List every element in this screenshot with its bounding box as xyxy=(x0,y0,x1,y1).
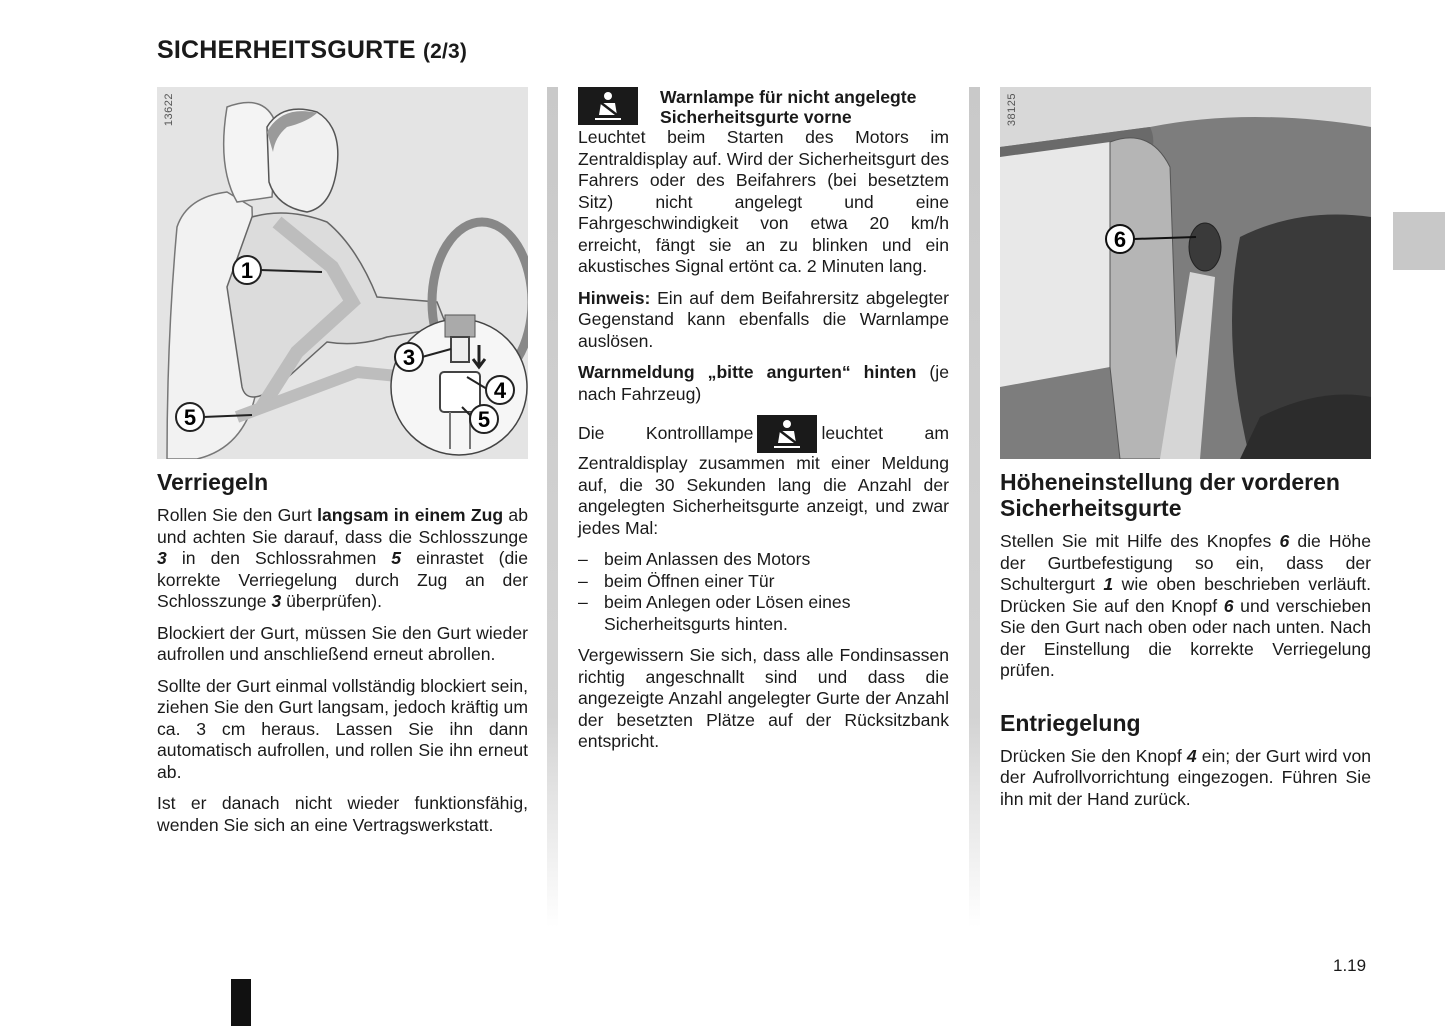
paragraph-verriegeln-1: Rollen Sie den Gurt langsam in einem Zug ab und achten Sie darauf, dass die Schlosszunge 3 in den Schlossrahmen 5 einrastet (die korrekte Verriegelung durch Zug an der Schlosszunge 3 überprüfen). xyxy=(157,505,529,611)
list-item: – beim Anlegen oder Lösen eines Sicherheitsgurts hinten. xyxy=(578,592,949,635)
heading-height-adjustment: Höheneinstellung der vorderen Sicherheitsgurte xyxy=(1000,469,1340,521)
middle-column xyxy=(578,87,949,763)
callout-4: 4 xyxy=(493,378,507,403)
paragraph-rear-message: Warnmeldung „bitte angurten“ hinten (je nach Fahrzeug) xyxy=(578,362,949,404)
car-interior-drawing xyxy=(1000,87,1371,459)
page-title xyxy=(157,36,467,65)
heading-entriegelung: Entriegelung xyxy=(1000,709,1141,736)
callout-5-right: 5 xyxy=(477,407,491,432)
bottom-marker xyxy=(231,979,251,1026)
column-separator xyxy=(969,87,980,927)
paragraph-verriegeln-3: Sollte der Gurt einmal vollständig blockiert sein, ziehen Sie den Gurt langsam, jedoch kräftig um ca. 3 cm heraus. Lassen Sie ihn dann automatisch aufrollen, und rollen Sie ihn erneut ab. xyxy=(157,675,528,782)
seatbelt-warning-icon xyxy=(578,87,638,125)
callout-3: 3 xyxy=(402,345,416,370)
paragraph-height-adjustment: Stellen Sie mit Hilfe des Knopfes 6 die Höhe der Gurtbefestigung so ein, dass der Schultergurt 1 wie oben beschrieben verläuft. Drücken Sie auf den Knopf 6 und verschieben Sie den Gurt nach oben oder nach unten. Nach der Einstellung die korrekte Verriegelung prüfen. xyxy=(1000,531,1372,680)
chapter-tab xyxy=(1393,212,1445,270)
paragraph-verriegeln-4: Ist er danach nicht wieder funktionsfähig, wenden Sie sich an eine Vertragswerkstatt. xyxy=(157,793,528,835)
callout-5-left: 5 xyxy=(183,405,197,430)
warning-lamp-heading xyxy=(578,87,949,127)
list-item: – beim Öffnen einer Tür xyxy=(578,571,949,593)
column-separator xyxy=(547,87,558,927)
paragraph-rear-check: Vergewissern Sie sich, dass alle Fondinsassen richtig angeschnallt sind und dass die angezeigte Anzahl angelegter Gurte der Anzahl der besetzten Plätze auf der Rücksitzbank entspricht. xyxy=(578,645,949,751)
occasion-list xyxy=(578,549,949,635)
heading-verriegeln: Verriegeln xyxy=(157,469,269,495)
belt-height-adjuster-photo xyxy=(1000,87,1371,459)
paragraph-note: Hinweis: Ein auf dem Beifahrersitz abgelegter Gegenstand kann ebenfalls die Warnlampe auslösen. xyxy=(578,287,949,351)
seatbelt-indicator-icon xyxy=(757,415,817,453)
warning-lamp-title: Warnlampe für nicht angelegte Sicherheitsgurte vorne xyxy=(660,87,917,127)
image-number: 13622 xyxy=(163,93,175,127)
callout-1: 1 xyxy=(240,258,254,283)
list-item: – beim Anlassen des Motors xyxy=(578,549,949,571)
left-column xyxy=(157,87,528,846)
paragraph-verriegeln-2: Blockiert der Gurt, müssen Sie den Gurt wieder aufrollen und anschließend erneut abrollen. xyxy=(157,622,528,664)
paragraph-control-lamp: Die Kontrolllampe leuchtet am Zentraldisplay zusammen mit einer Meldung auf, die 30 Sekunden lang die Anzahl der angelegten Sicherheitsgurte anzeigt, und zwar jedes Mal: xyxy=(578,415,949,539)
callout-6: 6 xyxy=(1113,227,1127,252)
title-subtitle: (2/3) xyxy=(422,40,468,63)
driver-figure-drawing xyxy=(157,87,528,459)
title-text: SICHERHEITSGURTE xyxy=(157,36,416,64)
right-column xyxy=(1000,87,1371,820)
paragraph-warning-1: Leuchtet beim Starten des Motors im Zentraldisplay auf. Wird der Sicherheitsgurt des Fahrers oder des Beifahrers (bei besetztem Sitz) nicht angelegt und eine Fahrgeschwindigkeit von etwa 20 km/h erreicht, fängt sie an zu blinken und ein akustisches Signal ertönt ca. 2 Minuten lang. xyxy=(578,127,949,276)
seatbelt-driver-illustration xyxy=(157,87,528,459)
paragraph-entriegelung: Drücken Sie den Knopf 4 ein; der Gurt wird von der Aufrollvorrichtung eingezogen. Führen Sie ihn mit der Hand zurück. xyxy=(1000,745,1372,809)
image-number: 38125 xyxy=(1006,93,1018,127)
page-number: 1.19 xyxy=(1333,956,1367,975)
